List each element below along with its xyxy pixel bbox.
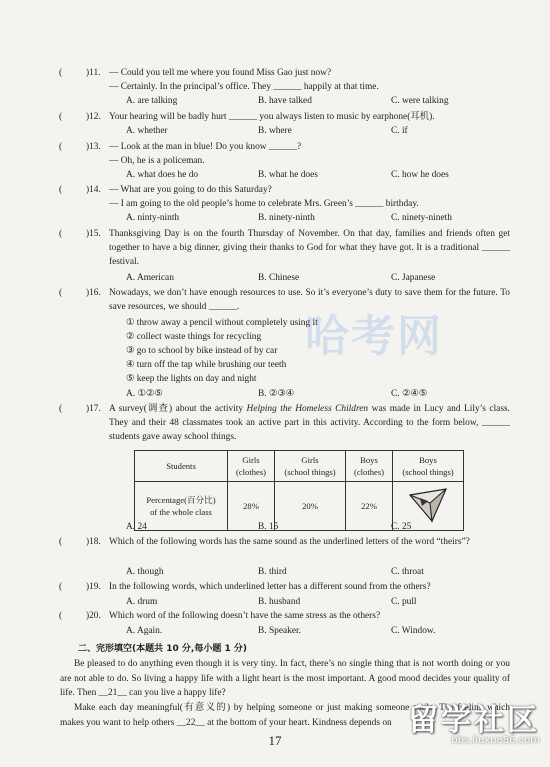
stem-line: — Look at the man in blue! Do you know ______? (109, 142, 302, 152)
answer-bracket: ( (59, 611, 63, 621)
option-a: A. ①②⑤ (126, 389, 163, 399)
option-a: A. whether (126, 126, 168, 136)
option-c: C. throat (391, 567, 424, 577)
option-b: B. Speaker. (258, 626, 301, 636)
stem-line: — I am going to the old people’s home to celebrate Mrs. Green’s ______ birthday. (109, 199, 419, 209)
answer-bracket: ( (59, 68, 63, 78)
answer-bracket: ( (59, 142, 63, 152)
passage-paragraph: Be pleased to do anything even though it is very tiny. In fact, there’s no single thing that is not worth doing or you are not able to do. So living a happy life with a light heart is the most important. A good mood decides your quality of life. Then __21__ can you live a happy life? (60, 659, 510, 699)
option-b: B. ②③④ (258, 389, 295, 399)
page-number: 17 (268, 733, 282, 748)
question-stem (109, 110, 508, 124)
option-a: A. 24 (126, 522, 147, 532)
choice-list (126, 316, 318, 386)
option-c: C. Window. (391, 626, 436, 636)
choice-item: ⑤ keep the lights on day and night (126, 374, 257, 384)
answer-bracket: ( (59, 112, 63, 122)
site-logo (396, 695, 546, 757)
option-b: B. what he does (258, 170, 318, 180)
option-b: B. husband (258, 597, 301, 607)
question-number: )15. (86, 229, 101, 239)
activity-title: Helping the Homeless Children (246, 404, 369, 414)
table-cell: 22% (346, 482, 393, 531)
stem-line: Your hearing will be badly hurt ______ you always listen to music by earphone(耳机). (109, 112, 435, 122)
option-b: B. ninety-ninth (258, 213, 315, 223)
option-b: B. 15 (258, 522, 279, 532)
option-a: A. drum (126, 597, 158, 607)
stem-line: — Certainly. In the principal’s office. They ______ happily at that time. (109, 82, 379, 92)
question-stem: Thanksgiving Day is on the fourth Thursday of November. On that day, families and friends often get together to have a big dinner, giving their thanks to God for what they have got. It is a traditional ______ festival. (109, 229, 510, 267)
site-logo-url: bbs.liuxue86.com (451, 735, 540, 746)
question-number: )12. (86, 112, 101, 122)
covered-cell (393, 482, 464, 531)
site-logo-title: 留学社区 (408, 703, 540, 738)
stem-line: — What are you going to do this Saturday? (109, 185, 272, 195)
survey-table (134, 450, 464, 531)
table-header: Girls (school things) (275, 451, 346, 482)
table-cell: 20% (275, 482, 346, 531)
option-b: B. have talked (258, 96, 312, 106)
option-c: C. if (391, 126, 408, 136)
answer-bracket: ( (59, 185, 63, 195)
question-number: )20. (86, 611, 101, 621)
answer-bracket: ( (59, 404, 63, 414)
question-number: )18. (86, 537, 101, 547)
table-row (135, 482, 464, 531)
option-b: B. Chinese (258, 273, 300, 283)
question-stem: Which of the following words has the same sound as the underlined letters of the word “theirs”? (109, 537, 470, 547)
question-stem (109, 66, 508, 94)
question-stem: Nowadays, we don’t have enough resources to use. So it’s everyone’s duty to save them for the future. To save resources, we should ______. (109, 288, 510, 312)
option-a: A. are talking (126, 96, 178, 106)
question-number: )16. (86, 288, 101, 298)
option-c: C. how he does (391, 170, 449, 180)
option-b: B. where (258, 126, 292, 136)
answer-bracket: ( (59, 537, 63, 547)
stem-line: In the following words, which underlined letter has a different sound from the others? (109, 582, 431, 592)
option-c: C. ninety-nineth (391, 213, 452, 223)
answer-bracket: ( (59, 582, 63, 592)
stem-line: — Could you tell me where you found Miss Gao just now? (109, 68, 332, 78)
choice-item: ④ turn off the tap while brushing our teeth (126, 360, 287, 370)
paper-plane-icon (408, 487, 448, 523)
table-header: Girls (clothes) (228, 451, 275, 482)
table-cell: 28% (228, 482, 275, 531)
option-a: A. ninty-ninth (126, 213, 180, 223)
question-stem (109, 580, 508, 594)
option-c: C. ②④⑤ (391, 389, 428, 399)
question-number: )17. (86, 404, 101, 414)
table-header: Students (135, 451, 228, 482)
table-header: Boys (clothes) (346, 451, 393, 482)
option-a: A. though (126, 567, 164, 577)
choice-item: ① throw away a pencil without completely using it (126, 318, 318, 328)
question-stem (109, 609, 508, 623)
question-number: )14. (86, 185, 101, 195)
passage-paragraph: Make each day meaningful(有意义的) by helping someone or just making someone smile. The feeling which makes you want to help others __22__ at the bottom of your heart. Kindness depends on (60, 703, 510, 728)
stem-line: — Oh, he is a policeman. (109, 156, 205, 166)
option-a: A. what does he do (126, 170, 199, 180)
option-c: C. Japanese (391, 273, 436, 283)
question-stem (109, 183, 508, 211)
stem-text: was made in Lucy and Lily’s class. They and their 48 classmates took an active part in this activity. According to the form below, ______ students gave away school things. (109, 404, 510, 442)
option-b: B. third (258, 567, 287, 577)
option-a: A. Again. (126, 626, 163, 636)
option-c: C. 25 (391, 522, 412, 532)
section-title: 二、完形填空(本题共 10 分,每小题 1 分) (78, 644, 247, 654)
choice-item: ③ go to school by bike instead of by car (126, 346, 278, 356)
question-number: )13. (86, 142, 101, 152)
option-c: C. pull (391, 597, 417, 607)
answer-bracket: ( (59, 229, 63, 239)
question-stem (109, 140, 508, 168)
table-row-label: Percentage(百分比) of the whole class (135, 482, 228, 531)
question-number: )11. (86, 68, 101, 78)
table-header-row (135, 451, 464, 482)
option-a: A. American (126, 273, 174, 283)
answer-bracket: ( (59, 288, 63, 298)
watermark: 哈考网 (305, 311, 443, 362)
stem-text: A survey(调查) about the activity (109, 404, 247, 414)
table-header: Boys (school things) (393, 451, 464, 482)
stem-line: Which word of the following doesn’t have the same stress as the others? (109, 611, 381, 621)
question-number: )19. (86, 582, 101, 592)
option-c: C. were talking (391, 96, 449, 106)
question-stem (109, 402, 510, 444)
choice-item: ② collect waste things for recycling (126, 332, 262, 342)
